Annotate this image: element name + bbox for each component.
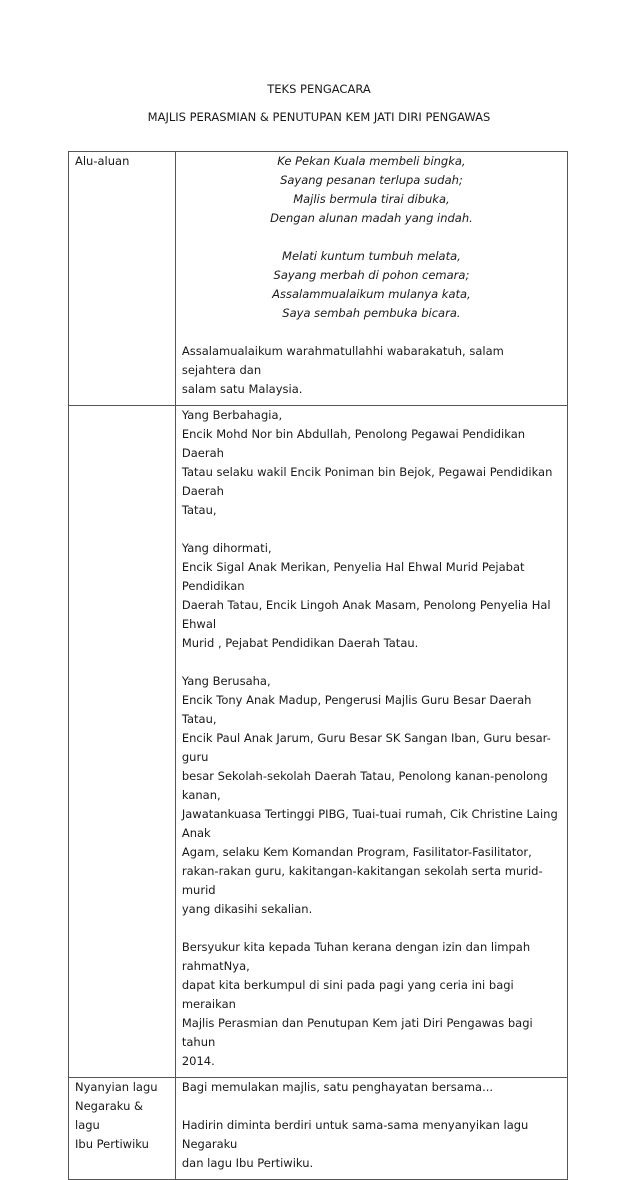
text-line: rakan-rakan guru, kakitangan-kakitangan sekolah serta murid-murid (181, 864, 543, 897)
pantun-line: Majlis bermula tirai dibuka, (293, 192, 450, 206)
row-label-cell (69, 1078, 176, 1180)
text-line: dapat kita berkumpul di sini pada pagi yang ceria ini bagi meraikan (181, 978, 514, 1011)
text-line: Bersyukur kita kepada Tuhan kerana dengan izin dan limpah rahmatNya, (181, 940, 531, 973)
text-line: Hadirin diminta berdiri untuk sama-sama menyanyikan lagu Negaraku (181, 1118, 529, 1151)
text-line: Bagi memulakan majlis, satu penghayatan bersama... (181, 1080, 494, 1094)
row-label-cell (69, 406, 176, 1078)
text-line: besar Sekolah-sekolah Daerah Tatau, Penolong kanan-penolong kanan, (181, 769, 548, 802)
text-line: Jawatankuasa Tertinggi PIBG, Tuai-tuai rumah, Cik Christine Laing Anak (181, 807, 558, 840)
text-line: 2014. (181, 1054, 215, 1068)
text-line: Yang Berbahagia, (181, 408, 283, 422)
pantun-line: Saya sembah pembuka bicara. (282, 306, 461, 320)
text-line: Tatau, (181, 503, 217, 517)
text-line: dan lagu Ibu Pertiwiku. (181, 1156, 314, 1170)
text-line: Daerah Tatau, Encik Lingoh Anak Masam, Penolong Penyelia Hal Ehwal (181, 598, 551, 631)
text-line: Encik Sigal Anak Merikan, Penyelia Hal Ehwal Murid Pejabat Pendidikan (181, 560, 525, 593)
row-content-cell (175, 152, 567, 406)
pantun-line: Sayang merbah di pohon cemara; (273, 268, 470, 282)
pantun-2 (182, 247, 561, 323)
pantun-1 (182, 152, 561, 228)
row-content-cell (175, 406, 567, 1078)
text-line: Murid , Pejabat Pendidikan Daerah Tatau. (181, 636, 419, 650)
text-line: Encik Mohd Nor bin Abdullah, Penolong Pegawai Pendidikan Daerah (181, 427, 526, 460)
row-label: Ibu Pertiwiku (75, 1137, 149, 1151)
text-line: Encik Tony Anak Madup, Pengerusi Majlis Guru Besar Daerah Tatau, (181, 693, 532, 726)
page-title: TEKS PENGACARA (267, 82, 371, 96)
text-line: Yang Berusaha, (181, 674, 271, 688)
pantun-line: Ke Pekan Kuala membeli bingka, (277, 154, 466, 168)
text-line: salam satu Malaysia. (181, 382, 303, 396)
text-line: Agam, selaku Kem Komandan Program, Fasilitator-Fasilitator, (181, 845, 532, 859)
pantun-line: Dengan alunan madah yang indah. (270, 211, 473, 225)
text-line: Assalamualaikum warahmatullahhi wabarakatuh, salam sejahtera dan (181, 344, 504, 377)
row-label: Nyanyian lagu (75, 1080, 158, 1094)
text-line: Encik Paul Anak Jarum, Guru Besar SK Sangan Iban, Guru besar-guru (181, 731, 551, 764)
text-line: Tatau selaku wakil Encik Poniman bin Bejok, Pegawai Pendidikan Daerah (181, 465, 553, 498)
page-subtitle: MAJLIS PERASMIAN & PENUTUPAN KEM JATI DIRI PENGAWAS (147, 110, 491, 124)
text-line: Yang dihormati, (181, 541, 272, 555)
table-row (69, 1078, 568, 1180)
pantun-line: Sayang pesanan terlupa sudah; (280, 173, 463, 187)
table-row (69, 406, 568, 1078)
script-table (68, 151, 568, 1180)
pantun-line: Assalammualaikum mulanya kata, (272, 287, 471, 301)
row-label: Negaraku & lagu (75, 1099, 144, 1132)
row-content-cell (175, 1078, 567, 1180)
text-line: yang dikasihi sekalian. (181, 902, 313, 916)
row-label: Alu-aluan (75, 154, 130, 168)
pantun-line: Melati kuntum tumbuh melata, (282, 249, 461, 263)
table-row (69, 152, 568, 406)
row-label-cell (69, 152, 176, 406)
text-line: Majlis Perasmian dan Penutupan Kem jati Diri Pengawas bagi tahun (181, 1016, 533, 1049)
